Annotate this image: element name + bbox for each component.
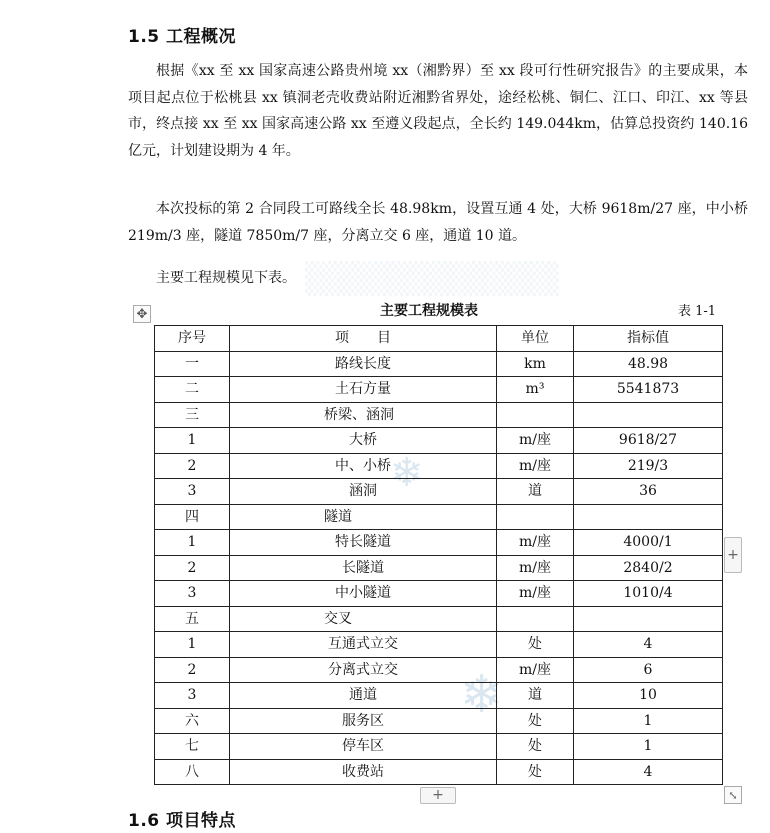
overview-paragraph-1: 根据《xx 至 xx 国家高速公路贵州境 xx（湘黔界）至 xx 段可行性研究报告》的主要成果，本项目起点位于松桃县 xx 镇洞老壳收费站附近湘黔省界处，途经松桃、铜仁、江口、印江、xx 等县市，终点接 xx 至 xx 国家高速公路 xx 至遵义段起点，全长约 149.044km，估算总投资约 140.16 亿元，计划建设期为 4 年。 <box>128 63 748 159</box>
watermark-snowflake-icon: ❄ <box>390 450 424 496</box>
row-unit-cell <box>497 606 574 632</box>
table-row <box>155 581 723 607</box>
row-value-cell: 2840/2 <box>574 555 723 581</box>
table-row <box>155 708 723 734</box>
row-index-cell: 五 <box>155 606 230 632</box>
row-item-cell: 特长隧道 <box>230 530 497 556</box>
row-unit-cell: m/座 <box>497 453 574 479</box>
row-item-cell: 通道 <box>230 683 497 709</box>
row-index-cell: 2 <box>155 453 230 479</box>
row-value-cell: 219/3 <box>574 453 723 479</box>
row-value-cell <box>574 402 723 428</box>
row-item-cell: 桥梁、涵洞 <box>230 402 497 428</box>
row-unit-cell: m/座 <box>497 555 574 581</box>
table-caption: 主要工程规模表 <box>380 303 478 319</box>
row-index-cell: 2 <box>155 555 230 581</box>
row-unit-cell <box>497 504 574 530</box>
row-value-cell: 4000/1 <box>574 530 723 556</box>
header-cell-index: 序号 <box>155 326 230 352</box>
row-unit-cell <box>497 402 574 428</box>
row-value-cell: 36 <box>574 479 723 505</box>
row-unit-cell: m/座 <box>497 657 574 683</box>
row-item-cell: 交叉 <box>230 606 497 632</box>
table-row <box>155 428 723 454</box>
row-value-cell: 4 <box>574 759 723 785</box>
section-1-6-heading: 1.6 项目特点 <box>128 811 237 831</box>
row-value-cell <box>574 606 723 632</box>
row-unit-cell: m/座 <box>497 428 574 454</box>
header-cell-item: 项 目 <box>230 326 497 352</box>
row-item-cell: 停车区 <box>230 734 497 760</box>
row-item-cell: 中小隧道 <box>230 581 497 607</box>
add-row-button[interactable]: + <box>420 787 456 804</box>
row-index-cell: 四 <box>155 504 230 530</box>
row-item-cell: 隧道 <box>230 504 497 530</box>
table-row <box>155 504 723 530</box>
row-unit-cell: 道 <box>497 479 574 505</box>
row-index-cell: 六 <box>155 708 230 734</box>
overview-paragraph-2: 本次投标的第 2 合同段工可路线全长 48.98km，设置互通 4 处，大桥 9618m/27 座，中小桥 219m/3 座，隧道 7850m/7 座，分离立交 6 座，通道 10 道。 <box>128 201 748 244</box>
row-index-cell: 2 <box>155 657 230 683</box>
row-index-cell: 3 <box>155 479 230 505</box>
row-value-cell: 10 <box>574 683 723 709</box>
row-index-cell: 七 <box>155 734 230 760</box>
engineering-scale-table <box>154 325 723 785</box>
table-row <box>155 530 723 556</box>
row-unit-cell: 道 <box>497 683 574 709</box>
row-item-cell: 中、小桥 <box>230 453 497 479</box>
row-index-cell: 3 <box>155 683 230 709</box>
header-cell-unit: 单位 <box>497 326 574 352</box>
row-index-cell: 3 <box>155 581 230 607</box>
row-value-cell: 5541873 <box>574 377 723 403</box>
row-value-cell: 1 <box>574 734 723 760</box>
row-unit-cell: 处 <box>497 734 574 760</box>
row-index-cell: 1 <box>155 530 230 556</box>
row-index-cell: 1 <box>155 632 230 658</box>
row-index-cell: 八 <box>155 759 230 785</box>
row-item-cell: 分离式立交 <box>230 657 497 683</box>
row-unit-cell: m³ <box>497 377 574 403</box>
row-unit-cell: km <box>497 351 574 377</box>
add-column-button[interactable]: + <box>724 537 742 573</box>
table-row <box>155 606 723 632</box>
row-index-cell: 三 <box>155 402 230 428</box>
row-index-cell: 一 <box>155 351 230 377</box>
row-value-cell <box>574 504 723 530</box>
table-row <box>155 377 723 403</box>
table-resize-icon[interactable]: ⤡ <box>724 786 742 804</box>
row-item-cell: 互通式立交 <box>230 632 497 658</box>
table-row <box>155 632 723 658</box>
row-index-cell: 二 <box>155 377 230 403</box>
table-number: 表 1-1 <box>678 304 717 319</box>
table-row <box>155 453 723 479</box>
table-row <box>155 657 723 683</box>
table-row <box>155 683 723 709</box>
row-item-cell: 路线长度 <box>230 351 497 377</box>
row-unit-cell: m/座 <box>497 581 574 607</box>
row-value-cell: 9618/27 <box>574 428 723 454</box>
row-unit-cell: 处 <box>497 708 574 734</box>
table-row <box>155 759 723 785</box>
watermark-logo: ▒▒▒▒▒▒▒▒▒▒▒ <box>305 262 559 297</box>
row-value-cell: 6 <box>574 657 723 683</box>
table-row <box>155 402 723 428</box>
header-cell-value: 指标值 <box>574 326 723 352</box>
section-1-5-heading: 1.5 工程概况 <box>128 27 237 47</box>
row-item-cell: 长隧道 <box>230 555 497 581</box>
watermark-snowflake-icon: ❄ <box>460 665 504 725</box>
row-unit-cell: 处 <box>497 632 574 658</box>
table-row <box>155 555 723 581</box>
overview-paragraph-3: 主要工程规模见下表。 <box>156 270 296 286</box>
row-value-cell: 48.98 <box>574 351 723 377</box>
row-item-cell: 服务区 <box>230 708 497 734</box>
table-row <box>155 351 723 377</box>
row-item-cell: 土石方量 <box>230 377 497 403</box>
table-row <box>155 734 723 760</box>
row-item-cell: 大桥 <box>230 428 497 454</box>
row-unit-cell: 处 <box>497 759 574 785</box>
row-item-cell: 收费站 <box>230 759 497 785</box>
row-index-cell: 1 <box>155 428 230 454</box>
row-value-cell: 4 <box>574 632 723 658</box>
table-row <box>155 479 723 505</box>
table-move-icon[interactable]: ✥ <box>133 305 151 323</box>
row-value-cell: 1010/4 <box>574 581 723 607</box>
row-value-cell: 1 <box>574 708 723 734</box>
row-item-cell: 涵洞 <box>230 479 497 505</box>
table-header-row <box>155 326 723 352</box>
row-unit-cell: m/座 <box>497 530 574 556</box>
